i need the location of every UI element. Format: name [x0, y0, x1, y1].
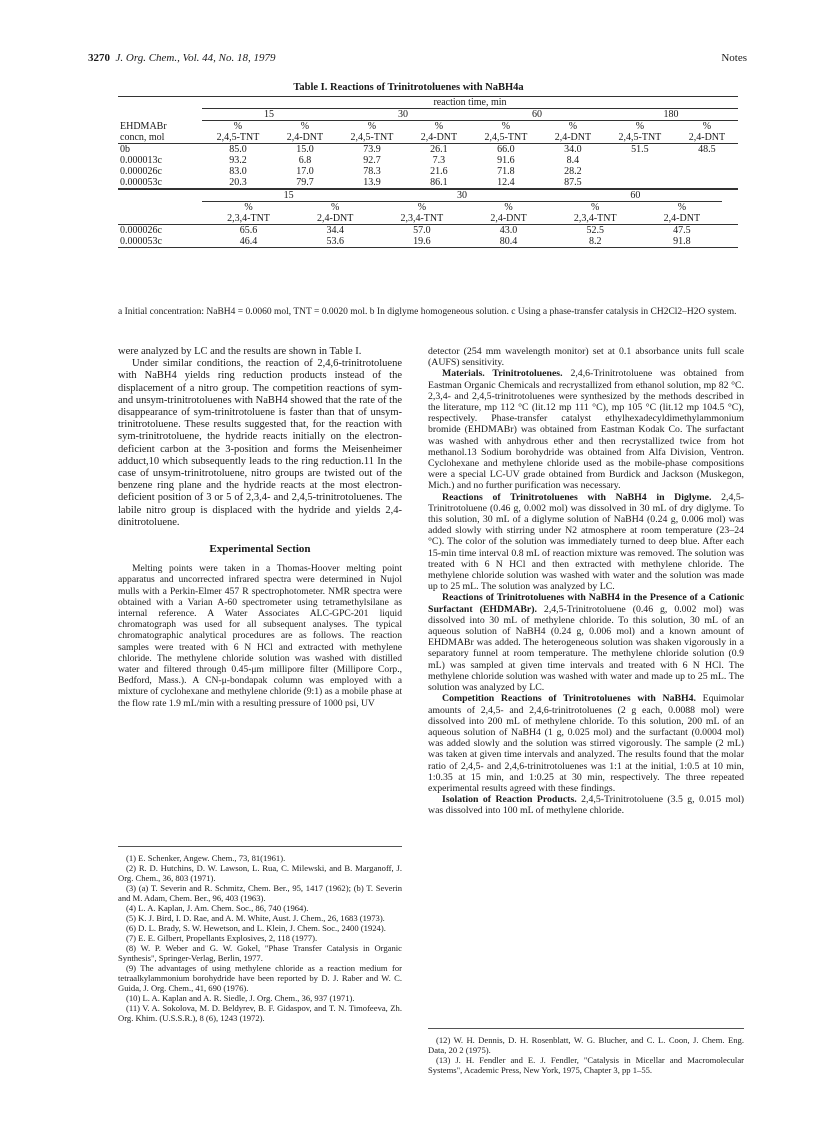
col-header-24dnt: 2,4-DNT — [295, 213, 375, 225]
reference-item: (2) R. D. Hutchins, D. W. Lawson, L. Rua, C. Milewski, and B. Marganoff, J. Org. Chem., 36, 803 (1971). — [118, 863, 402, 883]
table-cell: 66.0 — [497, 144, 515, 155]
reference-item: (4) L. A. Kaplan, J. Am. Chem. Soc., 86, 740 (1964). — [126, 903, 309, 913]
table-cell: 80.4 — [468, 236, 548, 248]
row-label: 0.000013c — [120, 155, 162, 166]
reference-item: (7) E. E. Gilbert, Propellants Explosives, 2, 118 (1977). — [126, 933, 318, 943]
table-cell — [722, 236, 730, 248]
table-row — [118, 177, 738, 189]
table-cell: 7.3 — [432, 155, 446, 166]
col-header-234tnt: 2,3,4-TNT — [375, 213, 468, 225]
paragraph: were analyzed by LC and the results are shown in Table I. — [118, 346, 362, 357]
table-row — [118, 236, 738, 248]
table-cell: 86.1 — [408, 177, 470, 189]
pct-label: % — [417, 202, 427, 213]
table-bottom-body — [118, 225, 738, 248]
reference-item: (9) The advantages of using methylene chloride as a reaction medium for tetraalkylammonium borohydride have been reported by D. J. Raber and W. C. Guida, J. Org. Chem., 41, 690 (1976). — [118, 963, 402, 993]
table-cell: 15.0 — [296, 144, 314, 155]
references-right — [428, 1028, 744, 1075]
table-cell — [604, 166, 676, 177]
table-cell: 83.0 — [229, 166, 247, 177]
reference-item: (6) D. L. Brady, S. W. Hewetson, and L. Klein, J. Chem. Soc., 2400 (1924). — [126, 923, 386, 933]
table-cell: 34.0 — [564, 144, 582, 155]
table-cell — [676, 155, 738, 166]
time-60: 60 — [549, 190, 722, 202]
page-number: 3270 — [88, 52, 110, 64]
table-cell: 87.5 — [542, 177, 604, 189]
table-cell: 57.0 — [413, 225, 431, 236]
table-cell: 73.9 — [363, 144, 381, 155]
col-header-245tnt: 2,4,5-TNT — [470, 132, 542, 144]
paragraph-text: 2,4,5-Trinitrotoluene (0.46 g, 0.002 mol) was dissolved in 30 mL of dry diglyme. To this solution, 30 mL of a diglyme solution of NaBH4 (0.24 g, 0.006 mol) was added slowly with stirring under N2 atmosphere at room temperature (23–24 °C). The color of the solution was immediately turned to deep blue. After each 15-min time interval 0.8 mL of reaction mixture was removed. The solution was treated with 6 N HCl and then extracted with methylene chloride. The methylene chloride solution was washed with water and the solution was made up to 25 mL. The solution was analyzed by LC. — [428, 491, 744, 593]
table-cell: 91.8 — [642, 236, 722, 248]
paragraph-text: 2,4,5-Trinitrotoluene (3.5 g, 0.015 mol) was dissolved into 100 mL of methylene chloride. — [428, 794, 745, 817]
time-30: 30 — [375, 190, 548, 202]
table-cell — [604, 155, 676, 166]
reference-item: (5) K. J. Bird, I. D. Rae, and A. M. White, Aust. J. Chem., 26, 1683 (1973). — [126, 913, 385, 923]
table-top — [118, 96, 738, 189]
table-row — [118, 225, 738, 237]
col-header-245tnt: 2,4,5-TNT — [202, 132, 274, 144]
reference-item: (11) V. A. Sokolova, M. D. Beldyrev, B. F. Gidaspov, and T. N. Timofeeva, Zh. Org. Khim. (U.S.S.R.), 8 (6), 1243 (1972). — [118, 1003, 402, 1023]
row-label: 0.000053c — [118, 177, 202, 189]
paragraph: Under similar conditions, the reaction of 2,4,6-trinitrotoluene with NaBH4 yields ring reduction products instead of the displacement of a nitro group. The competition reactions of sym- and unsym-trinitrotoluenes with NaBH4 showed that the rate of the disappearance of sym-trinitrotoluene is faster than that of unsym-trinitrotoluene. These results suggested that, for the reaction with sym-trinitrotoluene, the hydride reacts initially on the electron-deficient carbon at the 3-position and forms the Meisenheimer adduct,10 which subsequently leads to the ring reduction.11 In the case of unsym-trinitrotoluene, nitro groups are twisted out of the benzene ring plane and the hydride reacts at the most electron-deficient position of 3 or 5 of 2,3,4- and 2,4,5-trinitrotoluenes. The labile nitro group is displaced with the hydride and yields 2,4-dinitrotoluene. — [118, 358, 402, 528]
table-top-body — [118, 144, 738, 189]
table-row — [118, 144, 738, 156]
paragraph-text: 2,4,6-Trinitrotoluene was obtained from Eastman Organic Chemicals and recrystallized from ethanol solution, mp 82 °C. 2,3,4- and 2,4,5-trinitrotoluenes were synthesized by the methods described in the literature, mp 112 °C (lit.12 mp 111 °C), mp 105 °C (lit.12 mp 104.5 °C), respectively. Phase-transfer catalyst ethylhexadecyldimethylammonium bromide (EHDMABr) was obtained from Eastman Kodak Co. The surfactant was washed with anhydrous ether and then recrystallized twice from hot methanol.13 Sodium borohydride was obtained from Alfa Division, Ventron. Cyclohexane and methylene chloride used as the mobile-phase compositions were a special LC-UV grade obtained from Burdick and Jackson (Muskegon, Mich.) and no further purification was necessary. — [428, 368, 744, 492]
table-cell: 93.2 — [229, 155, 247, 166]
table-cell: 12.4 — [470, 177, 542, 189]
table-cell: 6.8 — [298, 155, 312, 166]
run-in-heading: Reactions of Trinitrotoluenes with NaBH4 in the Presence of a Cationic Surfactant (EHDMABr). — [428, 592, 744, 615]
time-30: 30 — [336, 109, 470, 121]
table-cell — [676, 166, 738, 177]
col-header-24dnt: 2,4-DNT — [274, 132, 336, 144]
section-heading: Experimental Section — [209, 543, 311, 556]
run-in-heading: Reactions of Trinitrotoluenes with NaBH4 in Diglyme. — [442, 491, 712, 503]
paragraph-text: 2,4,5-Trinitrotoluene (0.46 g, 0.002 mol) was dissolved into 30 mL of methylene chloride. To this solution, 30 mL of an aqueous solution of NaBH4 (0.24 g, 0.006 mol) and a known amount of EHDMABr was added. The heterogeneous solution was shaken vigorously in a separatory funnel at room temperature. The methylene chloride solution (0.9 mL) was sampled at given time intervals and treated with 6 N HCl. The methylene chloride solution was washed with water and made up to 25 mL. The solution was analyzed by LC. — [428, 603, 744, 694]
table-cell: 8.4 — [566, 155, 580, 166]
left-column — [118, 346, 402, 709]
paragraph-surfactant — [428, 592, 744, 693]
pct-label: % — [591, 202, 600, 213]
pct-label: % — [568, 121, 578, 132]
reference-item: (3) (a) T. Severin and R. Schmitz, Chem. Ber., 95, 1417 (1962); (b) T. Severin and M. Adam, Chem. Ber., 96, 403 (1963). — [118, 883, 402, 903]
pct-label: % — [677, 202, 687, 213]
table-cell: 13.9 — [336, 177, 408, 189]
table-footnote: a Initial concentration: NaBH4 = 0.0060 mol, TNT = 0.0020 mol. b In diglyme homogeneous solution. c Using a phase-transfer catalysis in CH2Cl2–H2O system. — [118, 307, 737, 317]
time-60: 60 — [470, 109, 604, 121]
time-180: 180 — [604, 109, 738, 121]
pct-label: % — [367, 121, 377, 132]
col-header-245tnt: 2,4,5-TNT — [336, 132, 408, 144]
reference-item: (13) J. H. Fendler and E. J. Fendler, "Catalysis in Micellar and Macromolecular Systems", Academic Press, New York, 1975, Chapter 3, pp 1–55. — [428, 1055, 744, 1075]
table-cell: 85.0 — [229, 144, 247, 155]
pct-label: % — [331, 202, 340, 213]
table-row — [118, 155, 738, 166]
pct-label: % — [244, 202, 253, 213]
table-cell: 47.5 — [673, 225, 691, 236]
table-cell: 51.5 — [631, 144, 649, 155]
row-label: 0.000026c — [120, 225, 162, 236]
table-cell: 78.3 — [363, 166, 381, 177]
paragraph-text: Equimolar amounts of 2,4,5- and 2,4,6-trinitrotoluenes (2 g each, 0.0088 mol) were dissolved into 200 mL of methylene chloride. To this solution, 200 mL of an aqueous solution of NaBH4 (1 g, 0.025 mol) and the surfactant (0.0004 mol) was added slowly and the solution was stirred vigorously. The sample (2 mL) was taken at given time intervals and analyzed. The results found that the molar ratio of 2,4,5- and 2,4,6-trinitrotoluenes was 1:1 at the initial, 1:0.5 at 10 min, 1:0.35 at 15 min, and 1:0.25 at 30 min, respectively. The three repeated experimental results agreed with these findings. — [428, 693, 744, 794]
journal-citation: J. Org. Chem., Vol. 44, No. 18, 1979 — [115, 52, 276, 64]
table-cell: 52.5 — [586, 225, 604, 236]
row-label: 0b — [120, 144, 130, 155]
table-row — [118, 166, 738, 177]
table-cell: 91.6 — [497, 155, 515, 166]
table-cell: 46.4 — [202, 236, 295, 248]
table-cell — [676, 177, 738, 189]
table-cell — [730, 225, 738, 237]
paragraph: detector (254 mm wavelength monitor) set at 0.1 absorbance units full scale (AUFS) sensitivity. — [428, 346, 744, 369]
table-cell — [604, 177, 676, 189]
pct-label: % — [434, 121, 444, 132]
run-in-heading: Competition Reactions of Trinitrotoluenes with NaBH4. — [442, 693, 696, 705]
table-cell: 48.5 — [698, 144, 716, 155]
table-cell — [730, 236, 738, 248]
table-cell: 20.3 — [202, 177, 274, 189]
table-title: Table I. Reactions of Trinitrotoluenes with NaBH4a — [293, 82, 524, 93]
reaction-time-header: reaction time, min — [202, 97, 738, 109]
table-cell: 71.8 — [497, 166, 515, 177]
table-cell: 28.2 — [564, 166, 582, 177]
section-label: Notes — [721, 52, 747, 64]
table-cell: 8.2 — [549, 236, 642, 248]
time-15: 15 — [202, 190, 375, 202]
row-label: 0.000053c — [118, 236, 202, 248]
pct-label: % — [504, 202, 513, 213]
reference-item: (10) L. A. Kaplan and A. R. Siedle, J. Org. Chem., 36, 937 (1971). — [126, 993, 355, 1003]
table-cell: 65.6 — [239, 225, 258, 236]
paragraph-competition — [428, 693, 744, 794]
col-header-245tnt: 2,4,5-TNT — [604, 132, 676, 144]
row-label-header-2: concn, mol — [118, 132, 202, 144]
row-label-header-1: EHDMABr — [120, 120, 167, 132]
pct-label: % — [300, 121, 310, 132]
run-in-heading: Isolation of Reaction Products. — [442, 794, 577, 806]
reference-item: (8) W. P. Weber and G. W. Gokel, "Phase Transfer Catalysis in Organic Synthesis", Springer-Verlag, Berlin, 1977. — [118, 943, 402, 963]
table-cell: 53.6 — [295, 236, 375, 248]
paragraph-materials — [428, 368, 744, 491]
time-15: 15 — [202, 109, 336, 121]
pct-label: % — [635, 121, 645, 132]
header-left — [88, 52, 276, 64]
references-left — [118, 846, 402, 1023]
pct-label: % — [501, 121, 511, 132]
table-cell: 21.6 — [430, 166, 448, 177]
pct-label: % — [702, 121, 712, 132]
table-cell: 26.1 — [430, 144, 448, 155]
paragraph: Melting points were taken in a Thomas-Hoover melting point apparatus and uncorrected infrared spectra were determined in Nujol mulls with a Perkin-Elmer 457 R spectrophotometer. NMR spectra were obtained with a Varian A-60 spectrometer using tetramethylsilane as internal reference. A Water Associates ALC-GPC-201 liquid chromatograph was used for all subsequent analyses. The typical chromatographic analytical procedures are as follows. The reaction samples were treated with 6 N HCl and extracted with methylene chloride. The methylene chloride solution was washed with distilled water and filtered through 0.45-μm millipore filter (Millipore Corp., Bedford, Mass.). A CN-μ-bondapak column was employed with a mixture of cyclohexane and methylene chloride (9:1) as a mobile phase at the flow rate 1.9 mL/min with a resulting pressure of 1000 psi, UV — [118, 563, 402, 709]
right-column — [428, 346, 744, 817]
paragraph-isolation — [428, 794, 744, 816]
pct-label: % — [233, 121, 243, 132]
col-header-24dnt: 2,4-DNT — [542, 132, 604, 144]
reference-item: (12) W. H. Dennis, D. H. Rosenblatt, W. G. Blucher, and C. L. Coon, J. Chem. Eng. Data, 20 2 (1975). — [428, 1035, 744, 1055]
row-label: 0.000026c — [120, 166, 162, 177]
table-bottom — [118, 189, 738, 248]
col-header-24dnt: 2,4-DNT — [642, 213, 722, 225]
table-cell: 43.0 — [499, 225, 518, 236]
col-header-24dnt: 2,4-DNT — [676, 132, 738, 144]
col-header-24dnt: 2,4-DNT — [408, 132, 470, 144]
run-in-heading: Materials. Trinitrotoluenes. — [442, 368, 563, 380]
col-header-234tnt: 2,3,4-TNT — [549, 213, 642, 225]
table-cell: 79.7 — [274, 177, 336, 189]
reference-item: (1) E. Schenker, Angew. Chem., 73, 81(1961). — [126, 853, 286, 863]
paragraph-diglyme — [428, 492, 744, 593]
table-cell: 19.6 — [375, 236, 468, 248]
table-cell: 17.0 — [296, 166, 314, 177]
table-cell: 92.7 — [363, 155, 381, 166]
col-header-24dnt: 2,4-DNT — [468, 213, 548, 225]
table-cell: 34.4 — [326, 225, 344, 236]
table-cell — [722, 225, 730, 237]
results-table — [118, 96, 738, 248]
col-header-234tnt: 2,3,4-TNT — [202, 213, 295, 225]
